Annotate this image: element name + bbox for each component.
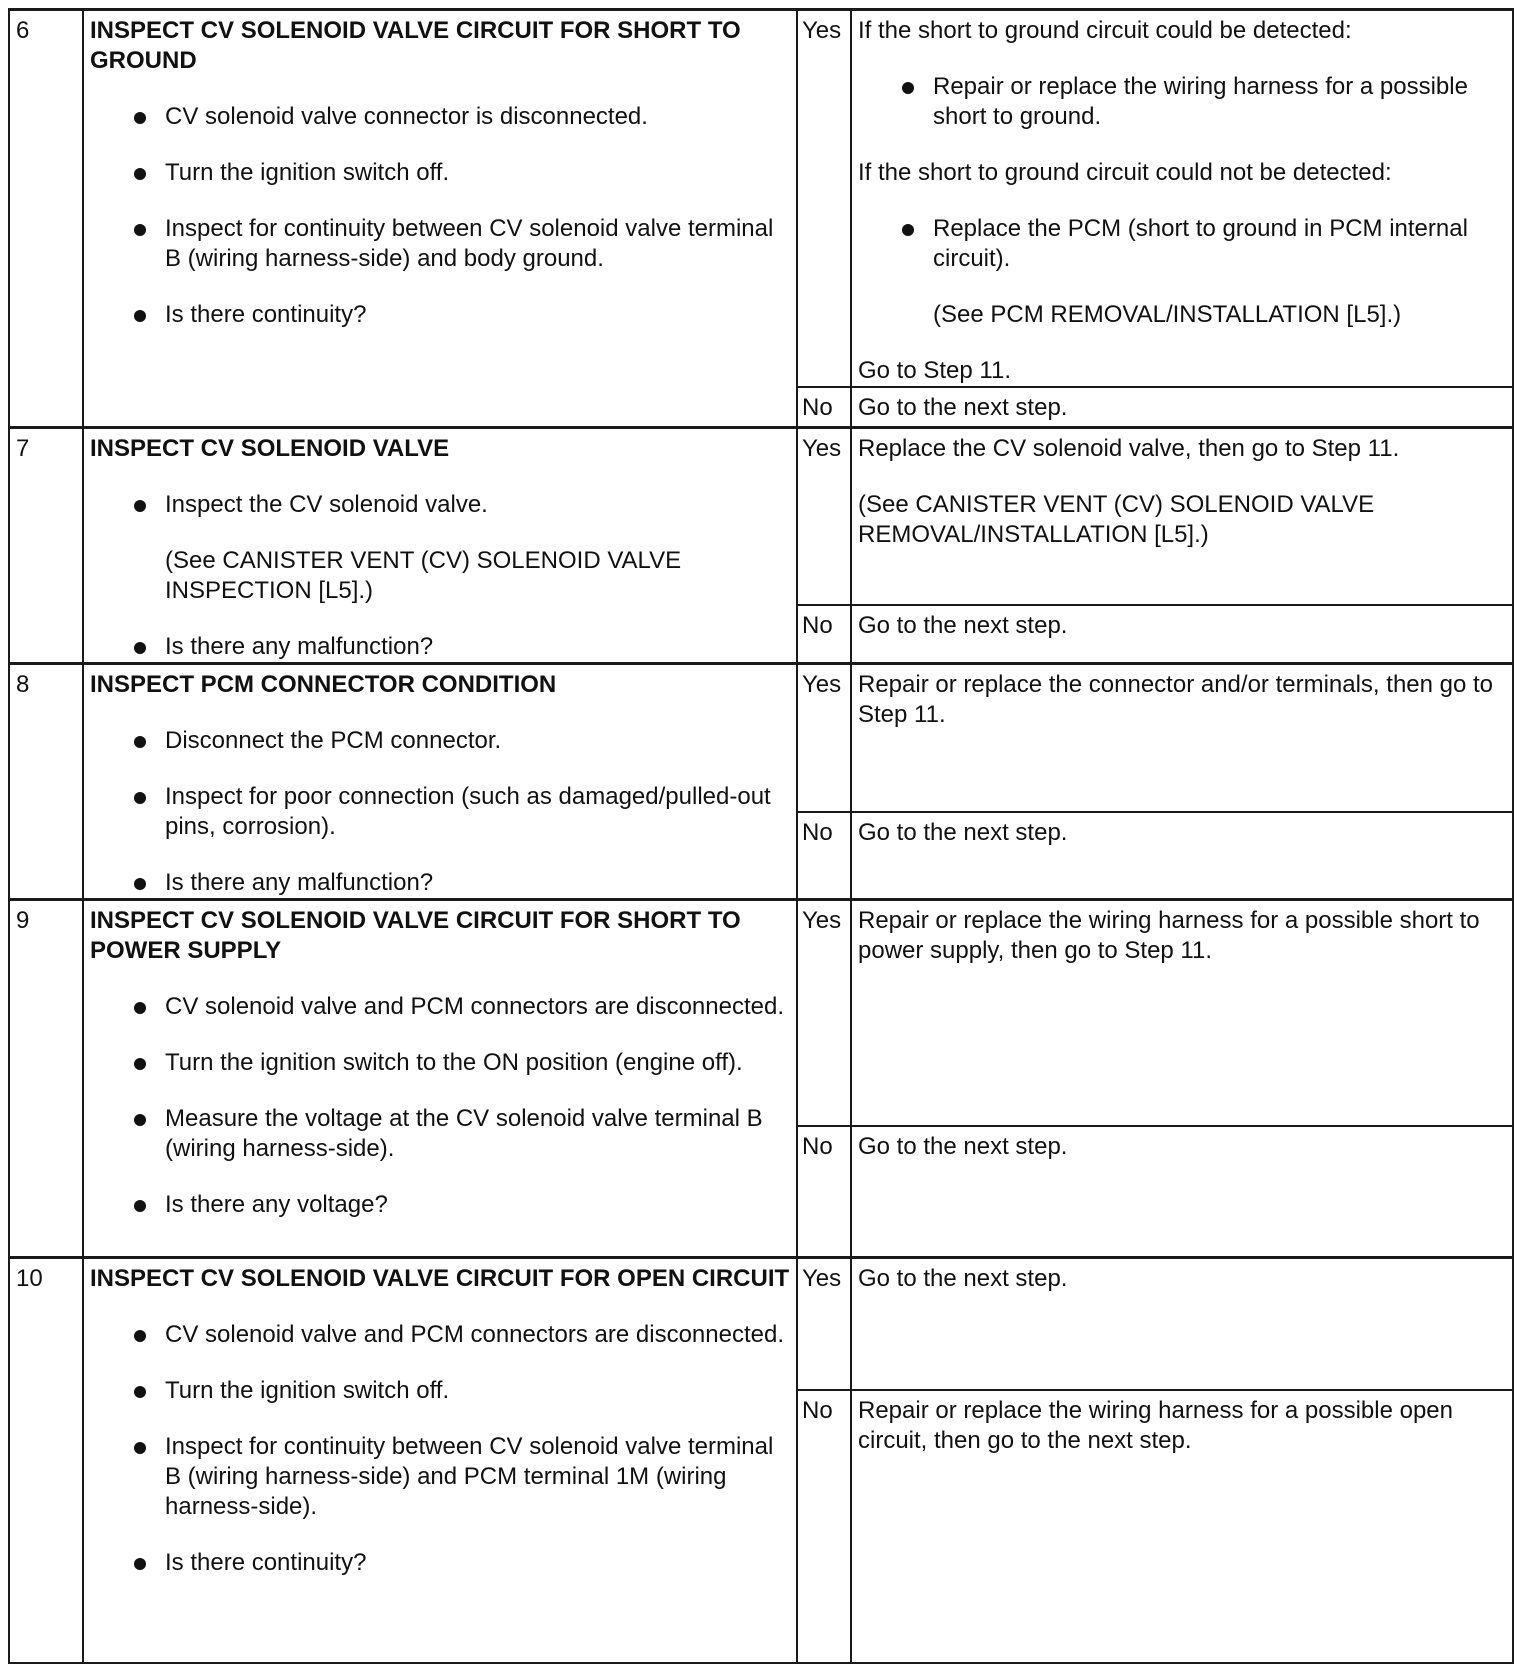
step-number: 9 bbox=[9, 899, 83, 1257]
outcome-list bbox=[858, 72, 1506, 132]
action-item: Is there any voltage? bbox=[90, 1190, 790, 1220]
action-item-text: Inspect the CV solenoid valve. bbox=[165, 490, 488, 518]
result-no-outcome: Go to the next step. bbox=[851, 1126, 1513, 1257]
action-item: Turn the ignition switch off. bbox=[90, 1376, 790, 1406]
action-list bbox=[90, 726, 790, 898]
action-list bbox=[90, 992, 790, 1220]
step-action-cell bbox=[83, 663, 797, 899]
result-yes-outcome bbox=[851, 427, 1513, 605]
step-title: INSPECT CV SOLENOID VALVE CIRCUIT FOR SHORT TO GROUND bbox=[90, 17, 741, 74]
result-no-outcome: Go to the next step. bbox=[851, 812, 1513, 899]
step-title: INSPECT CV SOLENOID VALVE CIRCUIT FOR SHORT TO POWER SUPPLY bbox=[90, 906, 741, 964]
action-list bbox=[90, 1320, 790, 1578]
step-action-cell bbox=[83, 1257, 797, 1663]
outcome-text: Go to Step 11. bbox=[858, 357, 1011, 384]
step-row-8-yes bbox=[9, 663, 1513, 812]
result-no-outcome: Go to the next step. bbox=[851, 387, 1513, 427]
result-yes-label: Yes bbox=[797, 663, 851, 812]
action-item: Disconnect the PCM connector. bbox=[90, 726, 790, 756]
step-title: INSPECT CV SOLENOID VALVE bbox=[90, 434, 450, 462]
outcome-text: If the short to ground circuit could be detected: bbox=[858, 17, 1352, 44]
outcome-item-text: Replace the PCM (short to ground in PCM internal circuit). bbox=[933, 215, 1468, 272]
step-number: 6 bbox=[9, 10, 83, 428]
step-action-cell bbox=[83, 10, 797, 428]
result-no-label: No bbox=[797, 387, 851, 427]
result-no-label: No bbox=[797, 1126, 851, 1257]
outcome-item: Repair or replace the wiring harness for a possible short to ground. bbox=[858, 72, 1506, 132]
outcome-list bbox=[858, 214, 1506, 330]
outcome-text: Replace the CV solenoid valve, then go to Step 11. bbox=[858, 434, 1400, 462]
step-action-cell bbox=[83, 427, 797, 663]
step-number: 7 bbox=[9, 427, 83, 663]
reference-text: (See CANISTER VENT (CV) SOLENOID VALVE REMOVAL/INSTALLATION [L5].) bbox=[858, 490, 1375, 548]
step-row-7-yes bbox=[9, 427, 1513, 605]
result-yes-outcome: Repair or replace the wiring harness for a possible short to power supply, then go to Step 11. bbox=[851, 899, 1513, 1126]
reference-text: (See CANISTER VENT (CV) SOLENOID VALVE INSPECTION [L5].) bbox=[165, 546, 682, 604]
action-item bbox=[90, 490, 790, 606]
result-no-label: No bbox=[797, 1390, 851, 1663]
step-row-6-yes bbox=[9, 10, 1513, 388]
step-title: INSPECT PCM CONNECTOR CONDITION bbox=[90, 670, 557, 698]
action-item: Turn the ignition switch off. bbox=[90, 158, 790, 188]
result-yes-label: Yes bbox=[797, 10, 851, 388]
result-yes-label: Yes bbox=[797, 427, 851, 605]
result-no-label: No bbox=[797, 605, 851, 663]
step-number: 8 bbox=[9, 663, 83, 899]
action-item: Is there any malfunction? bbox=[90, 868, 790, 898]
action-item: CV solenoid valve connector is disconnected. bbox=[90, 102, 790, 132]
action-item: Is there continuity? bbox=[90, 300, 790, 330]
result-no-outcome: Repair or replace the wiring harness for a possible open circuit, then go to the next step. bbox=[851, 1390, 1513, 1663]
result-no-label: No bbox=[797, 812, 851, 899]
outcome-item bbox=[858, 214, 1506, 330]
action-item: Inspect for continuity between CV solenoid valve terminal B (wiring harness-side) and body ground. bbox=[90, 214, 790, 274]
action-item: Inspect for poor connection (such as damaged/pulled-out pins, corrosion). bbox=[90, 782, 790, 842]
action-list bbox=[90, 102, 790, 330]
reference-text: (See PCM REMOVAL/INSTALLATION [L5].) bbox=[933, 301, 1402, 328]
action-list bbox=[90, 490, 790, 662]
action-item: Is there continuity? bbox=[90, 1548, 790, 1578]
step-number: 10 bbox=[9, 1257, 83, 1663]
result-no-outcome: Go to the next step. bbox=[851, 605, 1513, 663]
step-row-10-yes bbox=[9, 1257, 1513, 1390]
action-item: Turn the ignition switch to the ON position (engine off). bbox=[90, 1048, 790, 1078]
result-yes-label: Yes bbox=[797, 899, 851, 1126]
action-item: Inspect for continuity between CV solenoid valve terminal B (wiring harness-side) and PCM terminal 1M (wiring harness-side). bbox=[90, 1432, 790, 1522]
result-yes-outcome bbox=[851, 10, 1513, 388]
step-title: INSPECT CV SOLENOID VALVE CIRCUIT FOR OPEN CIRCUIT bbox=[90, 1264, 790, 1292]
action-item: CV solenoid valve and PCM connectors are disconnected. bbox=[90, 1320, 790, 1350]
step-row-9-yes bbox=[9, 899, 1513, 1126]
result-yes-outcome: Repair or replace the connector and/or terminals, then go to Step 11. bbox=[851, 663, 1513, 812]
action-item: CV solenoid valve and PCM connectors are disconnected. bbox=[90, 992, 790, 1022]
action-item: Is there any malfunction? bbox=[90, 632, 790, 662]
outcome-text: If the short to ground circuit could not be detected: bbox=[858, 159, 1392, 186]
action-item: Measure the voltage at the CV solenoid valve terminal B (wiring harness-side). bbox=[90, 1104, 790, 1164]
diagnostic-procedure-table bbox=[8, 8, 1514, 1664]
result-yes-outcome: Go to the next step. bbox=[851, 1257, 1513, 1390]
step-action-cell bbox=[83, 899, 797, 1257]
result-yes-label: Yes bbox=[797, 1257, 851, 1390]
